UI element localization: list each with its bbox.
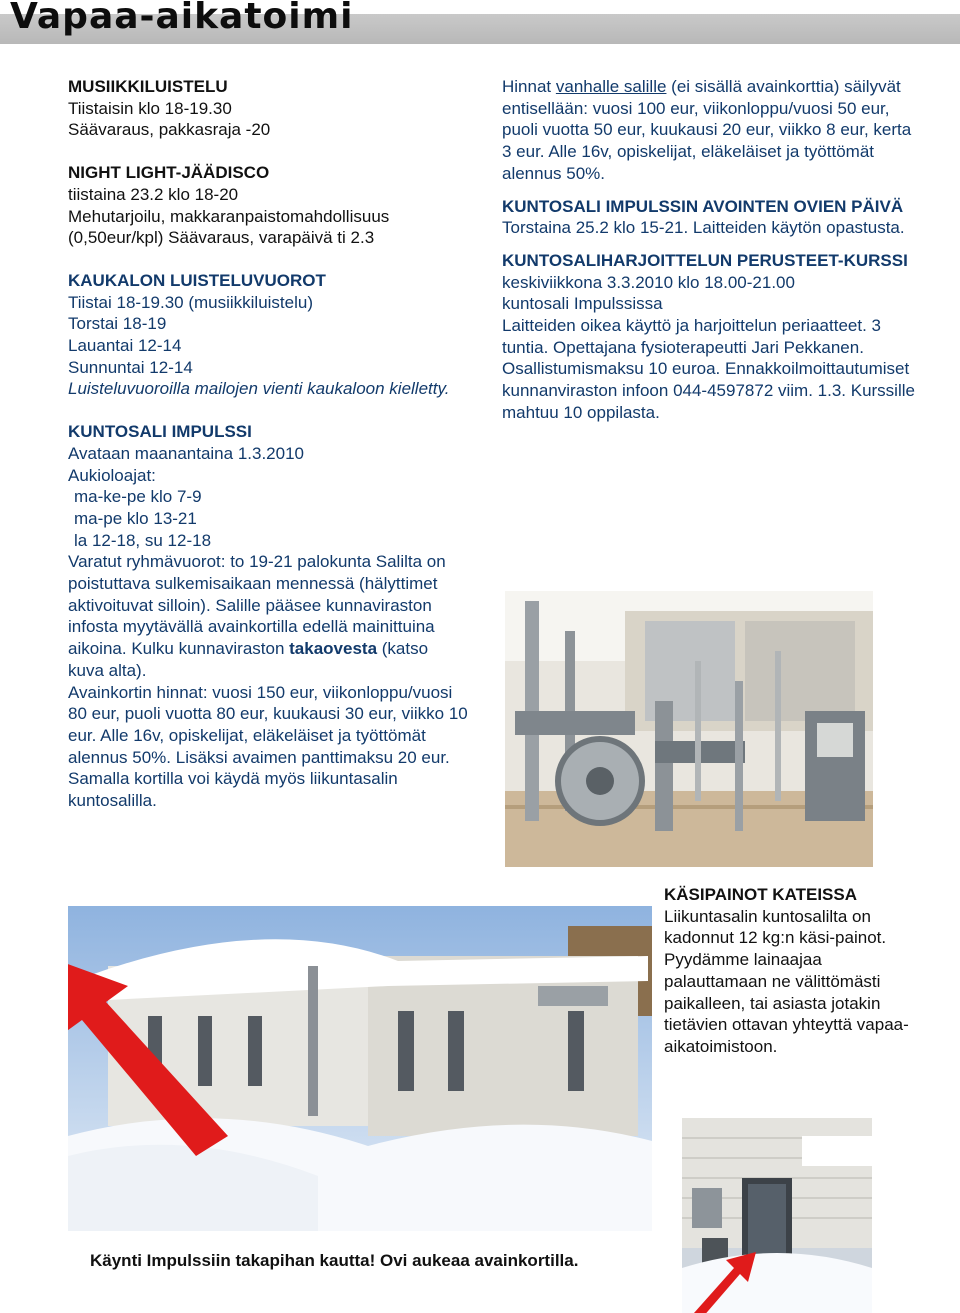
weights-text: Liikuntasalin kuntosalilta on kadonnut 12 kg:n käsi-painot. Pyydämme lainaajaa palauttamaan ne välittömästi paikalleen, tai asiasta jotakin tietävien ottavan yhteyttä vapaa-aikatoimistoon. [664, 906, 909, 1056]
right-column [502, 76, 922, 424]
disco-line: tiistaina 23.2 klo 18-20 [68, 184, 239, 204]
gym-line: Aukioloajat: [68, 465, 156, 485]
building-illustration [68, 906, 652, 1231]
photo-caption: Käynti Impulssiin takapihan kautta! Ovi aukeaa avainkortilla. [90, 1251, 579, 1270]
disco-line: (0,50eur/kpl) Säävaraus, varapäivä ti 2.3 [68, 228, 375, 248]
gym-interior-photo [505, 591, 873, 867]
gym-heading: KUNTOSALI IMPULSSI [68, 422, 252, 442]
course-line: kuntosali Impulssissa [502, 294, 663, 314]
rink-heading: KAUKALON LUISTELUVUOROT [68, 270, 326, 290]
page-title: Vapaa-aikatoimi [10, 0, 354, 37]
gym-description: Varatut ryhmävuorot: to 19-21 palokunta Salilta on poistuttava sulkemisaikaan mennessä (hälyttimet aktivoituvat silloin). Salille pääsee kunnaviraston infosta myytävällä avainkortilla edellä mainittuina aikoina. Kulku kunnaviraston takaovesta (katso kuva alta). [68, 552, 446, 680]
music-line: Säävaraus, pakkasraja -20 [68, 120, 271, 140]
back-door-emphasis: takaovesta [289, 639, 378, 659]
music-heading: MUSIIKKILUISTELU [68, 77, 228, 96]
open-doors-heading: KUNTOSALI IMPULSSIN AVOINTEN OVIEN PÄIVÄ [502, 196, 904, 216]
missing-weights-box [664, 884, 914, 1058]
course-text: Laitteiden oikea käyttö ja harjoittelun periaatteet. 3 tuntia. Opettajana fysioterapeutti Jari Pekkanen. Osallistumismaksu 10 euroa. Ennakkoilmoittautumiset kunnanviraston infoon 044-4597872 viim. 1.3. Kurssille mahtuu 10 oppilasta. [502, 316, 915, 422]
music-line: Tiistaisin klo 18-19.30 [68, 98, 232, 118]
course-line: keskiviikkona 3.3.2010 klo 18.00-21.00 [502, 272, 795, 292]
old-hall-link[interactable]: vanhalle salille [555, 77, 667, 96]
left-column [68, 76, 468, 812]
rink-line: Tiistai 18-19.30 (musiikkiluistelu) [68, 292, 314, 312]
disco-line: Mehutarjoilu, makkaranpaistomahdollisuus [68, 206, 390, 226]
hours-line: ma-pe klo 13-21 [74, 508, 197, 528]
weights-heading: KÄSIPAINOT KATEISSA [664, 885, 857, 904]
rink-line: Sunnuntai 12-14 [68, 357, 193, 377]
keycard-prices: Avainkortin hinnat: vuosi 150 eur, viikonloppu/vuosi 80 eur, puoli vuotta 80 eur, kuukausi 30 eur, viikko 10 eur. Alle 16v, opiskelijat, eläkeläiset ja työttömät alennus 50%. Lisäksi avaimen panttimaksu 20 eur. Samalla kortilla voi käydä myös liikuntasalin kuntosalilla. [68, 682, 468, 811]
gym-interior-illustration [505, 591, 873, 867]
open-doors-text: Torstaina 25.2 klo 15-21. Laitteiden käytön opastusta. [502, 218, 905, 238]
rink-note: Luisteluvuoroilla mailojen vienti kaukaloon kielletty. [68, 379, 450, 399]
hours-line: la 12-18, su 12-18 [74, 530, 212, 550]
hours-line: ma-ke-pe klo 7-9 [74, 487, 202, 507]
rink-line: Torstai 18-19 [68, 314, 167, 334]
disco-heading: NIGHT LIGHT-JÄÄDISCO [68, 163, 270, 183]
old-hall-prices: Hinnat vanhalle salille (ei sisällä avainkorttia) säilyvät entisellään: vuosi 100 eur, viikonloppu/vuosi 50 eur, puoli vuotta 50 eur, kuukausi 20 eur, viikko 8 eur, kerta 3 eur. Alle 16v, opiskelijat, eläkeläiset ja työttömät alennus 50%. [502, 77, 912, 183]
building-photo [68, 906, 652, 1231]
course-heading: KUNTOSALIHARJOITTELUN PERUSTEET-KURSSI [502, 250, 908, 270]
gym-line: Avataan maanantaina 1.3.2010 [68, 443, 304, 463]
back-door-photo [682, 1118, 872, 1313]
rink-line: Lauantai 12-14 [68, 336, 182, 356]
back-door-illustration [682, 1118, 872, 1313]
